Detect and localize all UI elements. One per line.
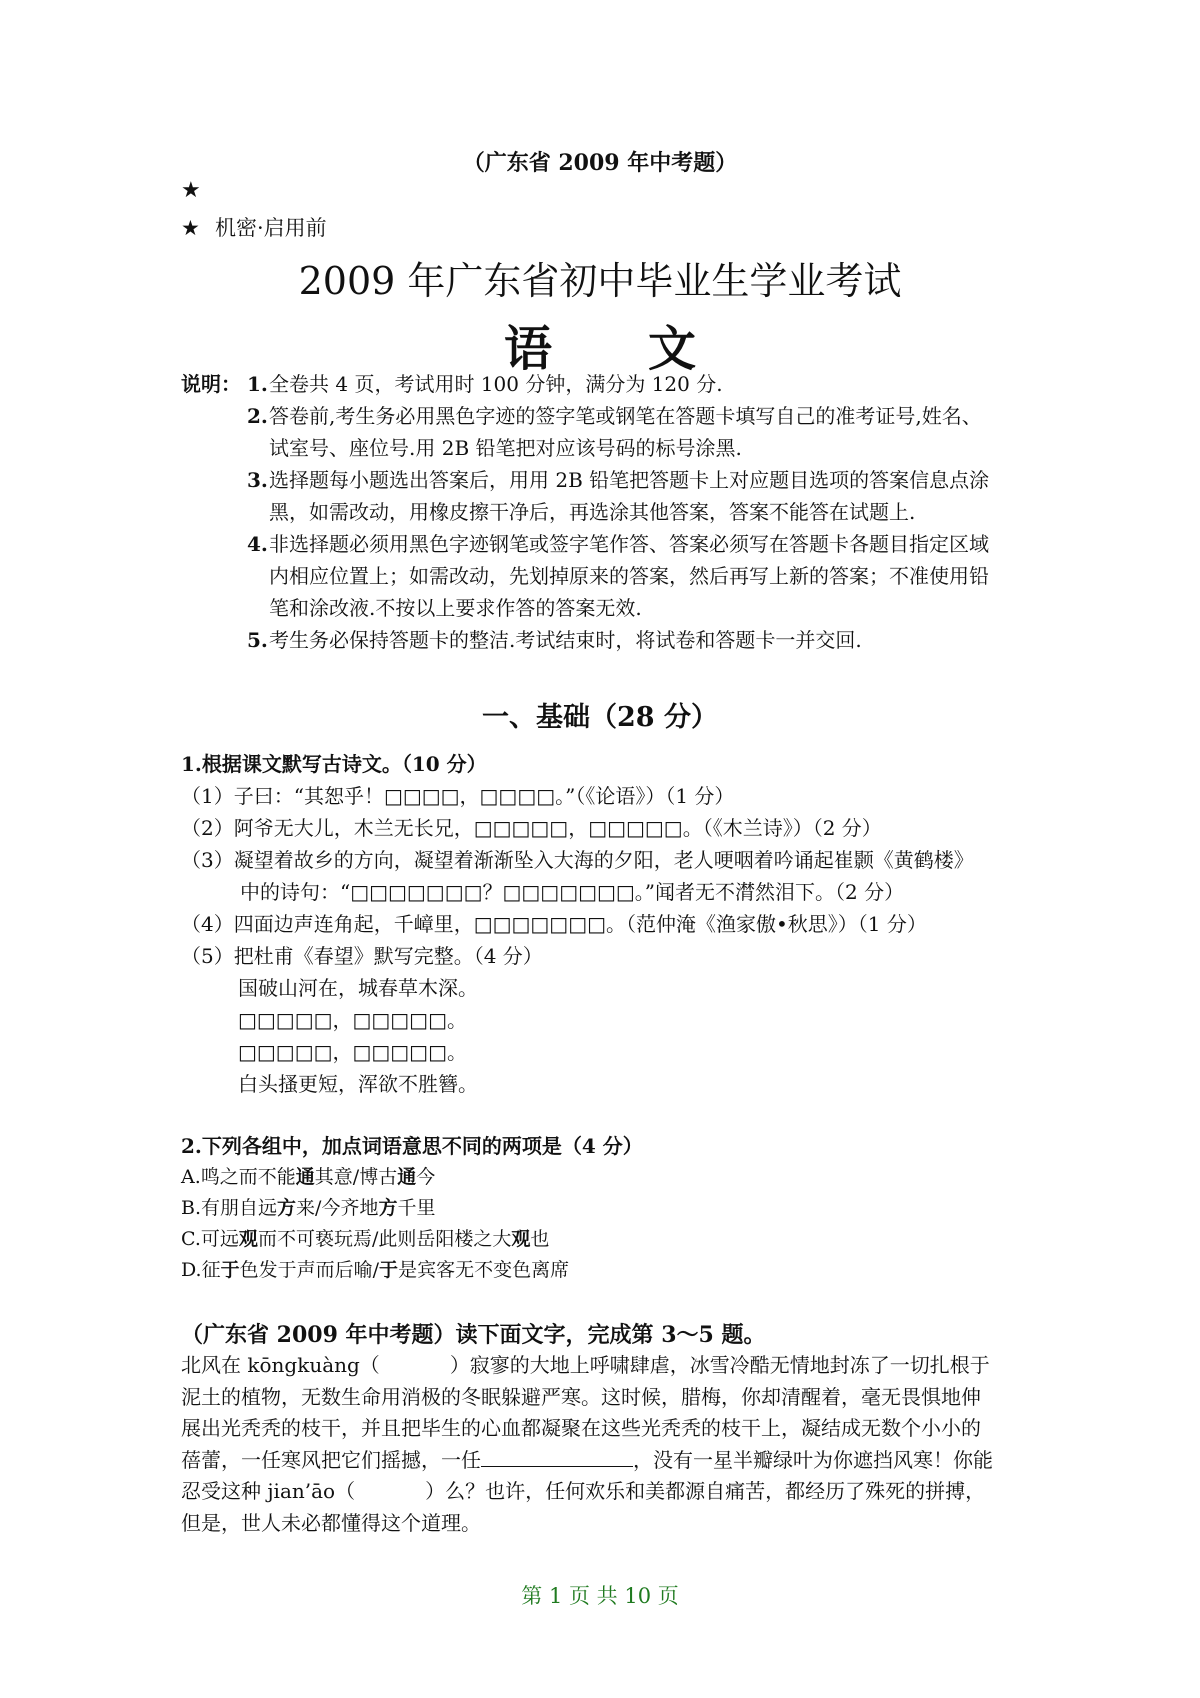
option-text: 鸣之而不能	[200, 1166, 296, 1188]
question-2-title: 2.下列各组中，加点词语意思不同的两项是（4 分）	[181, 1134, 643, 1158]
instruction-number: 3.	[247, 468, 268, 492]
instruction-number: 1.	[247, 372, 268, 396]
dotted-word: 于	[220, 1259, 240, 1281]
dotted-word: 观	[238, 1228, 258, 1250]
instruction-text: 全卷共 4 页，考试用时 100 分钟，满分为 120 分.	[269, 372, 723, 396]
instruction-text	[269, 400, 1029, 464]
option-d	[181, 1255, 569, 1282]
poem-line: 白头搔更短，浑欲不胜簪。	[238, 1072, 478, 1096]
instruction-line: 选择题每小题选出答案后，用用 2B 铅笔把答题卡上对应题目选项的答案信息点涂	[269, 468, 990, 492]
question-1-item: （4）四面边声连角起，千嶂里，□□□□□□□。（范仲淹《渔家傲•秋思》）（1 分）	[181, 912, 927, 936]
passage-text: 北风在 kōngkuàng（	[181, 1353, 380, 1377]
poem-line: □□□□□，□□□□□。	[238, 1040, 467, 1064]
star-mark: ★	[181, 216, 200, 240]
passage-line	[181, 1350, 1041, 1382]
option-text: 也	[530, 1228, 550, 1250]
dotted-word: 观	[511, 1228, 531, 1250]
option-a	[181, 1162, 435, 1189]
option-label: B.	[181, 1197, 202, 1219]
confidential-text: 机密·启用前	[215, 216, 327, 240]
passage-line	[181, 1476, 1041, 1508]
passage-text: ，没有一星半瓣绿叶为你遮挡风寒！你能	[633, 1447, 993, 1472]
dotted-word: 通	[397, 1166, 417, 1188]
instruction-item	[181, 464, 1041, 528]
subject-title: 语文	[503, 321, 792, 377]
dotted-word: 通	[295, 1166, 315, 1188]
instruction-number: 2.	[247, 404, 268, 428]
instruction-line: 笔和涂改液.不按以上要求作答的答案无效.	[269, 596, 642, 620]
instructions	[181, 368, 1041, 656]
passage-text: ）么？也许，任何欢乐和美都源自痛苦，都经历了殊死的拼搏，	[425, 1479, 986, 1503]
instruction-item	[181, 368, 1041, 400]
passage-line: 泥土的植物，无数生命用消极的冬眠躲避严寒。这时候，腊梅，你却清醒着，毫无畏惧地伸	[181, 1384, 981, 1409]
option-label: D.	[181, 1259, 202, 1281]
passage-text: ）寂寥的大地上呼啸肆虐，冰雪冷酷无情地封冻了一切扎根于	[449, 1353, 990, 1377]
instruction-line: 黑，如需改动，用橡皮擦干净后，再选涂其他答案，答案不能答在试题上.	[269, 500, 916, 524]
option-text: 可远	[200, 1228, 239, 1250]
page-footer: 第 1 页 共 10 页	[521, 1584, 679, 1608]
confidential-label	[181, 212, 327, 242]
option-text: 千里	[397, 1197, 436, 1219]
option-text: 征	[201, 1259, 221, 1281]
instruction-number: 4.	[247, 532, 268, 556]
option-label: A.	[181, 1166, 201, 1188]
reading-title: （广东省 2009 年中考题）读下面文字，完成第 3～5 题。	[181, 1322, 766, 1348]
option-text: 而不可亵玩焉/此则岳阳楼之大	[257, 1228, 512, 1250]
option-text: 来/今齐地	[296, 1197, 379, 1219]
star-mark: ★	[181, 178, 201, 203]
reading-passage	[181, 1350, 1041, 1539]
question-1-item: （3）凝望着故乡的方向，凝望着渐渐坠入大海的夕阳，老人哽咽着吟诵起崔颢《黄鹤楼》	[181, 848, 974, 872]
option-b	[181, 1193, 435, 1220]
option-text: 其意/博古	[314, 1166, 398, 1188]
section-title: 一、基础（28 分）	[482, 702, 718, 733]
option-text: 有朋自远	[201, 1197, 278, 1219]
instruction-item	[181, 400, 1041, 464]
instruction-line: 内相应位置上；如需改动，先划掉原来的答案，然后再写上新的答案；不准使用铅	[269, 564, 989, 588]
passage-text: 忍受这种 jian’āo（	[181, 1479, 356, 1503]
dotted-word: 方	[378, 1197, 398, 1219]
option-label: C.	[181, 1228, 201, 1250]
instruction-number: 5.	[247, 628, 268, 652]
question-1-item: （2）阿爷无大儿，木兰无长兄，□□□□□，□□□□□。（《木兰诗》）（2 分）	[181, 816, 882, 840]
option-c	[181, 1224, 549, 1251]
exam-title: 2009 年广东省初中毕业生学业考试	[298, 259, 902, 303]
instruction-text	[269, 464, 1029, 528]
source-note: （广东省 2009 年中考题）	[462, 150, 738, 176]
option-text: 今	[416, 1166, 436, 1188]
dotted-word: 方	[277, 1197, 297, 1219]
instruction-text: 考生务必保持答题卡的整洁.考试结束时，将试卷和答题卡一并交回.	[269, 628, 862, 652]
instruction-line: 非选择题必须用黑色字迹钢笔或签字笔作答、答案必须写在答题卡各题目指定区域	[269, 532, 989, 556]
instructions-heading: 说明：	[181, 372, 241, 396]
instruction-item	[181, 528, 1041, 624]
question-1-item-continued: 中的诗句：“□□□□□□□？□□□□□□□。”闻者无不潸然泪下。（2 分）	[240, 880, 905, 904]
fill-in-underline[interactable]	[481, 1448, 633, 1467]
option-text: 是宾客无不变色离席	[398, 1259, 570, 1281]
passage-text: 蓓蕾，一任寒风把它们摇撼，一任	[181, 1447, 481, 1472]
question-1-item: （1）子曰：“其恕乎！□□□□，□□□□。”（《论语》）（1 分）	[181, 784, 735, 808]
passage-line: 展出光秃秃的枝干，并且把毕生的心血都凝聚在这些光秃秃的枝干上，凝结成无数个小小的	[181, 1416, 981, 1440]
poem-line: □□□□□，□□□□□。	[238, 1008, 467, 1032]
instruction-text	[269, 528, 1029, 624]
question-1-title: 1.根据课文默写古诗文。（10 分）	[181, 752, 487, 776]
instruction-line: 试室号、座位号.用 2B 铅笔把对应该号码的标号涂黑.	[269, 436, 742, 460]
option-text: 色发于声而后喻/	[239, 1259, 380, 1281]
question-1-item: （5）把杜甫《春望》默写完整。（4 分）	[181, 944, 543, 968]
dotted-word: 于	[379, 1259, 399, 1281]
passage-line	[181, 1445, 1041, 1477]
instruction-line: 答卷前,考生务必用黑色字迹的签字笔或钢笔在答题卡填写自己的准考证号,姓名、	[269, 404, 982, 428]
passage-line: 但是，世人未必都懂得这个道理。	[181, 1510, 481, 1535]
poem-line: 国破山河在，城春草木深。	[238, 976, 478, 1000]
instruction-item	[181, 624, 1041, 656]
